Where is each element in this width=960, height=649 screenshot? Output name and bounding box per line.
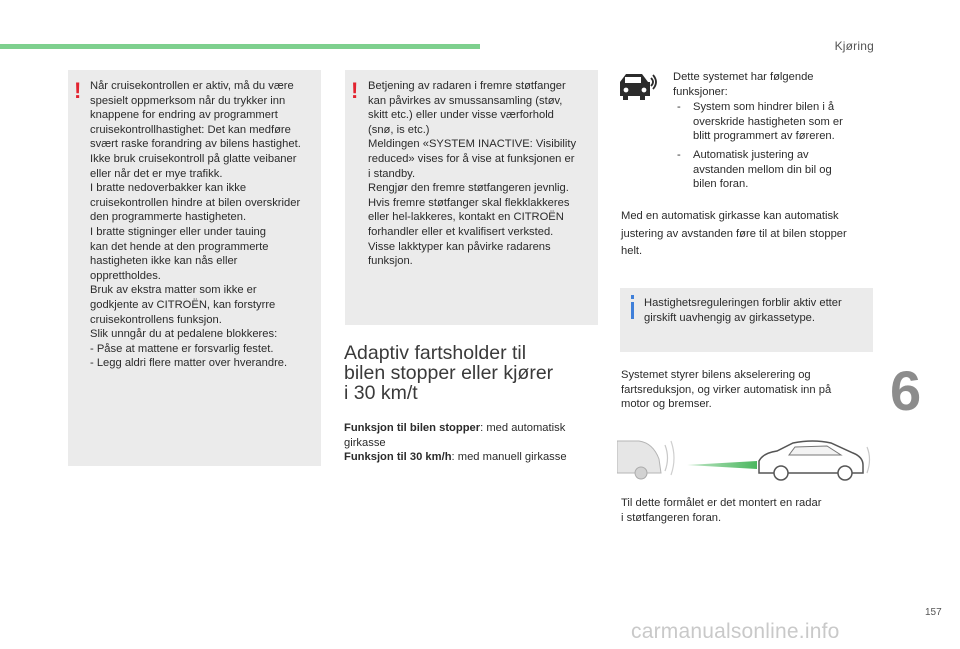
section-title: Adaptiv fartsholder til bilen stopper eller kjører i 30 km/t bbox=[344, 342, 554, 404]
chapter-number: 6 bbox=[890, 359, 922, 422]
radar-car-icon bbox=[618, 70, 658, 106]
info-text: Hastighetsreguleringen forblir aktiv etter girskift uavhengig av girkassetype. bbox=[644, 297, 842, 324]
warning-icon: ! bbox=[351, 78, 359, 103]
watermark: carmanualsonline.info bbox=[631, 620, 840, 643]
header-accent-bar bbox=[0, 44, 480, 49]
page-number: 157 bbox=[925, 607, 942, 618]
function-30-text: : med manuell girkasse bbox=[451, 451, 567, 464]
system-intro: Dette systemet har følgende funksjoner: bbox=[673, 71, 814, 98]
system-function-2: Automatisk justering av avstanden mellom din bil og bilen foran. bbox=[693, 149, 832, 191]
paragraph-radar-mounted: Til dette formålet er det montert en radar i støtfangeren foran. bbox=[621, 497, 822, 524]
bullet-dash: - bbox=[677, 101, 681, 113]
function-30-label: Funksjon til 30 km/h bbox=[344, 451, 452, 464]
cars-radar-illustration bbox=[617, 433, 873, 483]
section-header: Kjøring bbox=[834, 39, 874, 53]
warning-text-radar: Betjening av radaren i fremre støtfanger kan påvirkes av smussansamling (støv, skitt etc.) eller under visse værforhold (snø, is etc.) Meldingen «SYSTEM INACTIVE: Visibility reduced» vises for å vise at funksjonen er i standby. Rengjør den fremre støtfangeren jevnlig. Hvis fremre støtfanger skal flekklakkeres eller hel-lakkeres, kontakt en CITROËN forhandler eller et kvalifisert verksted. Visse lakktyper kan påvirke radarens funksjon. bbox=[368, 80, 577, 268]
warning-text-cruise-control: Når cruisekontrollen er aktiv, må du være spesielt oppmerksom når du trykker inn knappene for endring av programmert cruisekontrollhastighet: Det kan medføre svært raske forandring av bilens hastighet. Ikke bruk cruisekontroll på glatte veibaner eller når det er mye trafikk. I bratte nedoverbakker kan ikke cruisekontrollen hindre at bilen overskrider den programmerte hastigheten. I bratte stigninger eller under tauing kan det hende at den programmerte hastigheten ikke kan nås eller opprettholdes. Bruk av ekstra matter som ikke er godkjente av CITROËN, kan forstyrre cruisekontrollens funksjon. Slik unngår du at pedalene blokkeres: - Påse at mattene er forsvarlig festet. - Legg aldri flere matter over hverandre. bbox=[90, 80, 301, 370]
paragraph-automatic-gearbox: Med en automatisk girkasse kan automatisk justering av avstanden føre til at bilen stopper helt. bbox=[621, 210, 847, 257]
warning-icon: ! bbox=[74, 78, 82, 103]
function-stop-text: : med automatisk girkasse bbox=[344, 422, 566, 449]
section-description bbox=[344, 421, 594, 465]
info-icon bbox=[628, 295, 637, 319]
system-function-1: System som hindrer bilen i å overskride hastigheten som er blitt programmert av føreren. bbox=[693, 101, 843, 143]
bullet-dash: - bbox=[677, 149, 681, 161]
paragraph-system-control: Systemet styrer bilens akselerering og fartsreduksjon, og virker automatisk inn på motor og bremser. bbox=[621, 369, 832, 411]
function-stop-label: Funksjon til bilen stopper bbox=[344, 422, 481, 434]
